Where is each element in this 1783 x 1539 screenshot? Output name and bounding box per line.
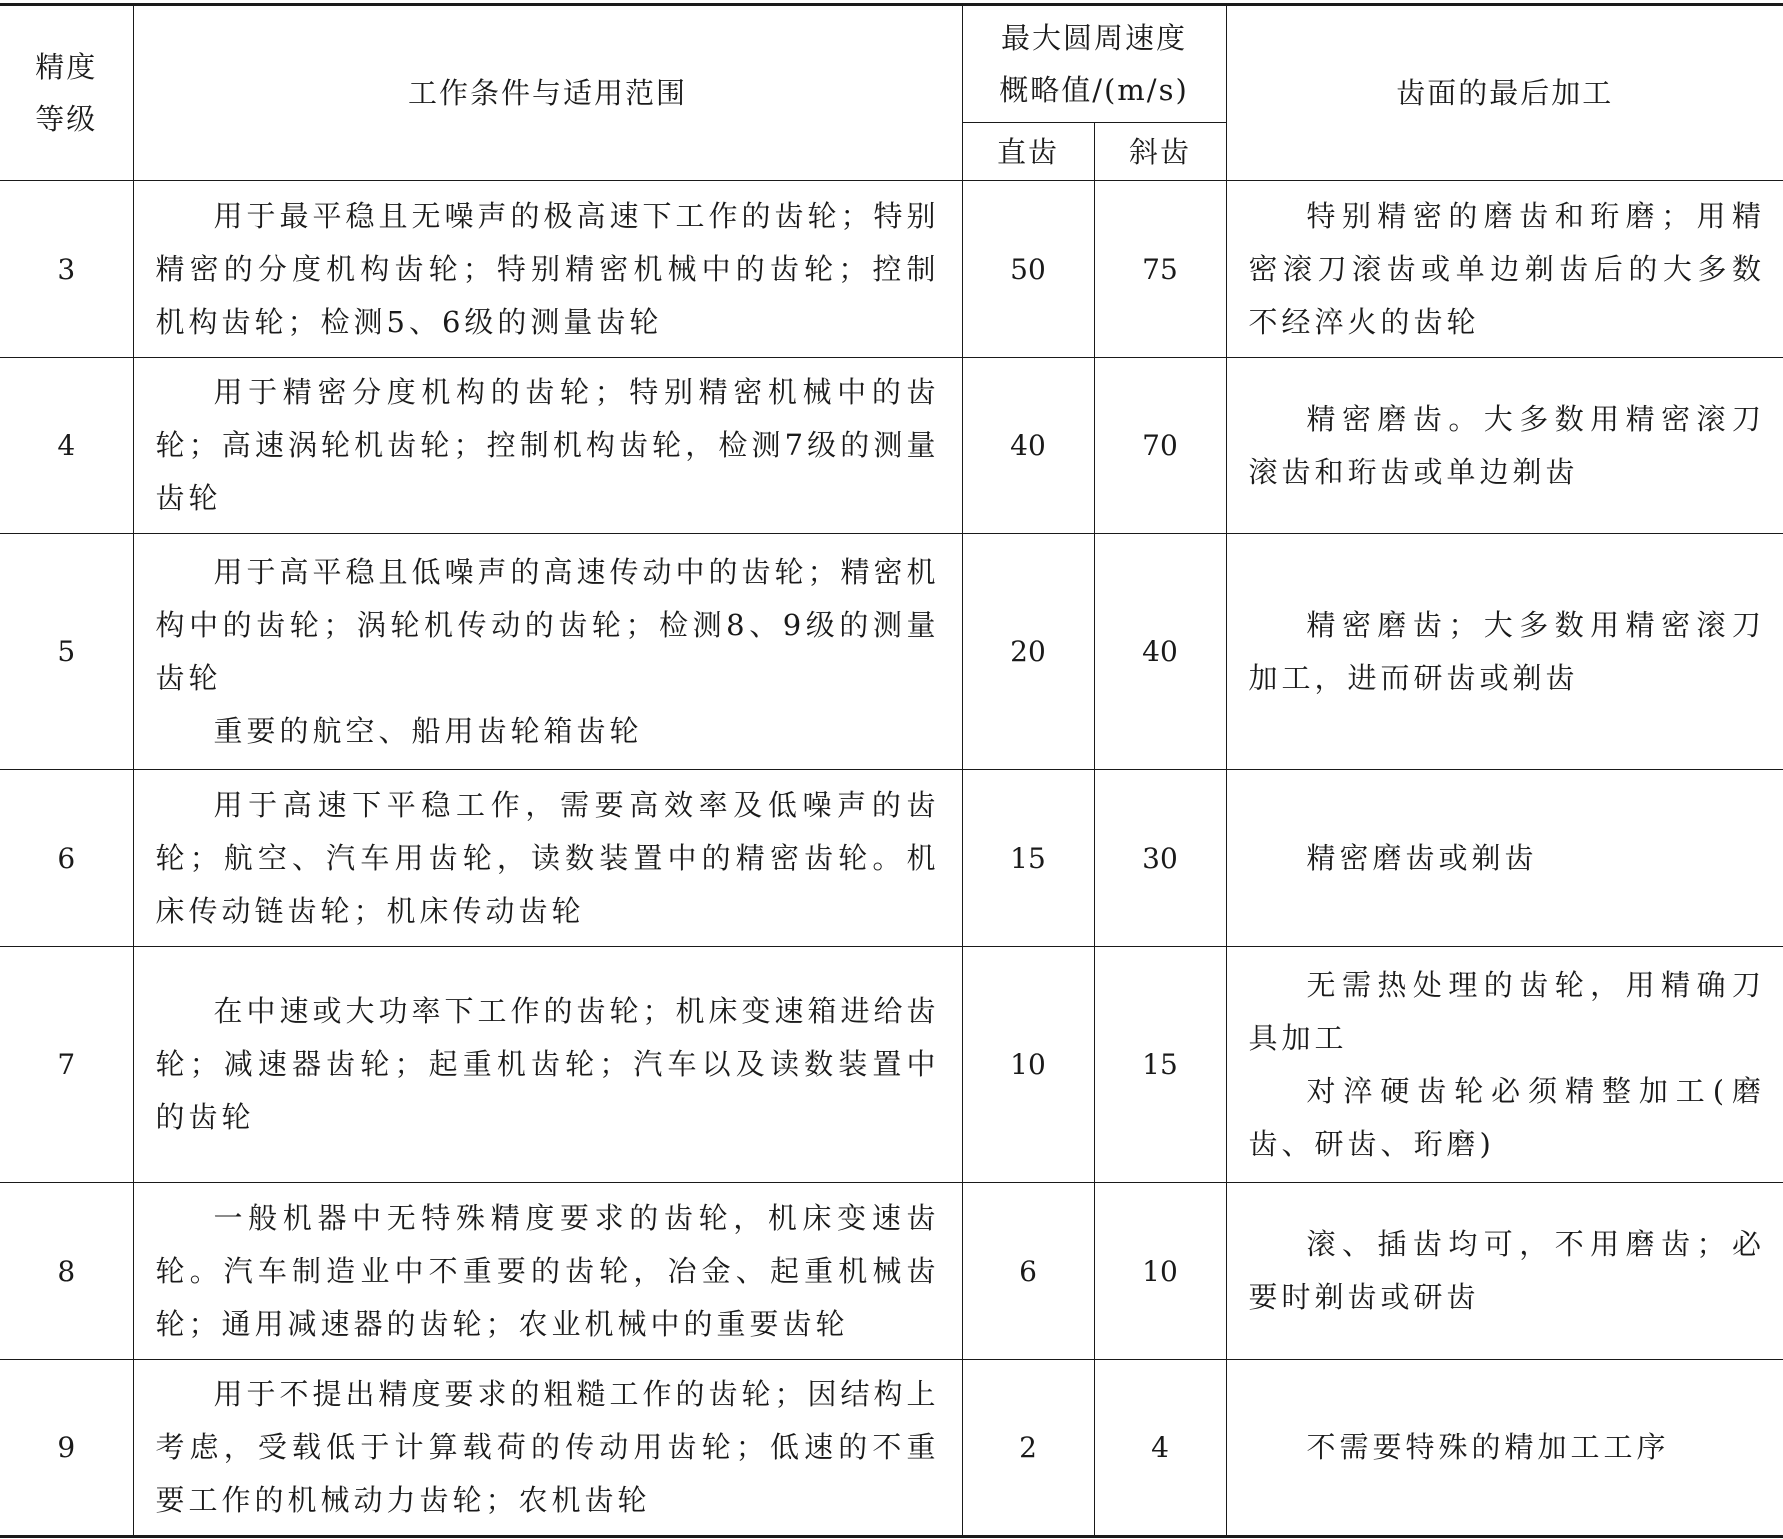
cell-conditions <box>133 770 962 947</box>
cell-conditions <box>133 534 962 770</box>
cell-grade: 6 <box>0 770 133 947</box>
table-row <box>0 534 1783 770</box>
conditions-paragraph: 用于精密分度机构的齿轮；特别精密机械中的齿轮；高速涡轮机齿轮；控制机构齿轮，检测7级的测量齿轮 <box>155 375 940 515</box>
conditions-paragraph: 用于不提出精度要求的粗糙工作的齿轮；因结构上考虑，受载低于计算载荷的传动用齿轮；低速的不重要工作的机械动力齿轮；农机齿轮 <box>155 1377 940 1517</box>
cell-finishing <box>1226 358 1783 534</box>
cell-grade: 8 <box>0 1183 133 1360</box>
cell-conditions <box>133 181 962 358</box>
table-body <box>0 181 1783 1537</box>
table-row <box>0 947 1783 1183</box>
finishing-paragraph: 精密磨齿或剃齿 <box>1306 840 1538 875</box>
cell-finishing <box>1226 770 1783 947</box>
table-row <box>0 770 1783 947</box>
cell-conditions <box>133 1360 962 1537</box>
cell-straight-speed: 40 <box>962 358 1094 534</box>
finishing-paragraph: 对淬硬齿轮必须精整加工(磨齿、研齿、珩磨) <box>1248 1073 1765 1161</box>
cell-grade: 7 <box>0 947 133 1183</box>
conditions-paragraph: 用于高速下平稳工作，需要高效率及低噪声的齿轮；航空、汽车用齿轮，读数装置中的精密齿轮。机床传动链齿轮；机床传动齿轮 <box>155 787 940 928</box>
finishing-paragraph: 精密磨齿。大多数用精密滚刀滚齿和珩齿或单边剃齿 <box>1248 401 1765 489</box>
header-conditions: 工作条件与适用范围 <box>133 5 962 181</box>
cell-straight-speed: 10 <box>962 947 1094 1183</box>
cell-grade: 9 <box>0 1360 133 1537</box>
cell-finishing <box>1226 534 1783 770</box>
cell-straight-speed: 50 <box>962 181 1094 358</box>
cell-helical-speed: 15 <box>1094 947 1226 1183</box>
conditions-paragraph: 用于最平稳且无噪声的极高速下工作的齿轮；特别精密的分度机构齿轮；特别精密机械中的齿轮；控制机构齿轮；检测5、6级的测量齿轮 <box>155 198 940 339</box>
conditions-paragraph: 在中速或大功率下工作的齿轮；机床变速箱进给齿轮；减速器齿轮；起重机齿轮；汽车以及读数装置中的齿轮 <box>155 994 940 1134</box>
table-row <box>0 1183 1783 1360</box>
table-row <box>0 358 1783 534</box>
header-speed <box>962 5 1226 123</box>
cell-straight-speed: 2 <box>962 1360 1094 1537</box>
cell-helical-speed: 70 <box>1094 358 1226 534</box>
header-grade <box>0 5 133 181</box>
cell-conditions <box>133 947 962 1183</box>
header-helical: 斜齿 <box>1094 123 1226 181</box>
cell-straight-speed: 20 <box>962 534 1094 770</box>
conditions-paragraph: 用于高平稳且低噪声的高速传动中的齿轮；精密机构中的齿轮；涡轮机传动的齿轮；检测8、9级的测量齿轮 <box>155 554 940 695</box>
finishing-paragraph: 精密磨齿；大多数用精密滚刀加工，进而研齿或剃齿 <box>1248 607 1765 695</box>
cell-straight-speed: 6 <box>962 1183 1094 1360</box>
finishing-paragraph: 无需热处理的齿轮，用精确刀具加工 <box>1248 967 1765 1055</box>
conditions-paragraph: 重要的航空、船用齿轮箱齿轮 <box>213 713 643 748</box>
cell-helical-speed: 4 <box>1094 1360 1226 1537</box>
cell-finishing <box>1226 947 1783 1183</box>
gear-precision-table <box>0 3 1783 1538</box>
finishing-paragraph: 滚、插齿均可，不用磨齿；必要时剃齿或研齿 <box>1248 1227 1765 1314</box>
cell-grade: 5 <box>0 534 133 770</box>
cell-finishing <box>1226 1183 1783 1360</box>
finishing-paragraph: 不需要特殊的精加工工序 <box>1306 1430 1670 1464</box>
header-straight: 直齿 <box>962 123 1094 181</box>
cell-straight-speed: 15 <box>962 770 1094 947</box>
cell-helical-speed: 10 <box>1094 1183 1226 1360</box>
cell-conditions <box>133 1183 962 1360</box>
table-row <box>0 181 1783 358</box>
cell-finishing <box>1226 181 1783 358</box>
conditions-paragraph: 一般机器中无特殊精度要求的齿轮，机床变速齿轮。汽车制造业中不重要的齿轮，冶金、起重机械齿轮；通用减速器的齿轮；农业机械中的重要齿轮 <box>155 1200 940 1341</box>
header-finishing: 齿面的最后加工 <box>1226 5 1783 181</box>
table-row <box>0 1360 1783 1537</box>
header-speed-line2: 概略值/(m/s) <box>999 73 1189 107</box>
header-speed-line1: 最大圆周速度 <box>1000 21 1187 55</box>
cell-conditions <box>133 358 962 534</box>
cell-grade: 4 <box>0 358 133 534</box>
cell-helical-speed: 75 <box>1094 181 1226 358</box>
header-grade-label: 精度 等级 <box>35 50 98 136</box>
finishing-paragraph: 特别精密的磨齿和珩磨；用精密滚刀滚齿或单边剃齿后的大多数不经淬火的齿轮 <box>1248 198 1765 339</box>
cell-helical-speed: 30 <box>1094 770 1226 947</box>
cell-grade: 3 <box>0 181 133 358</box>
cell-helical-speed: 40 <box>1094 534 1226 770</box>
cell-finishing <box>1226 1360 1783 1537</box>
